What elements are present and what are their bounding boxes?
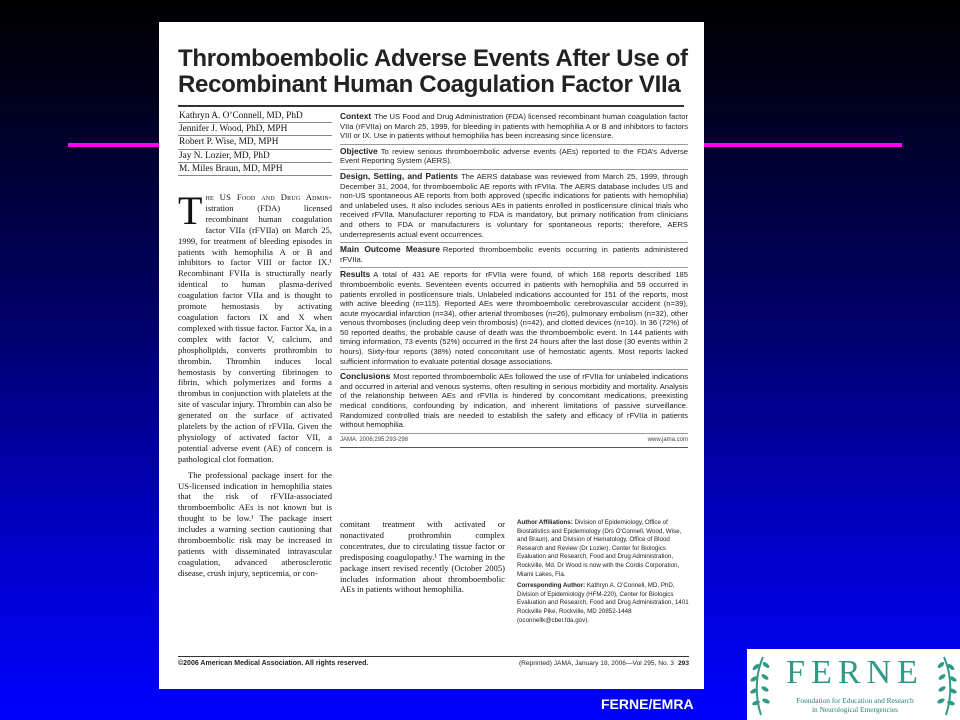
- article-title: [178, 46, 690, 98]
- accent-rule-right: [702, 143, 902, 147]
- citation-row: [340, 434, 688, 449]
- abstract-text: Reported thromboembolic events occurring in patients administered rFVIIa.: [340, 245, 689, 264]
- body-column: comitant treatment with activated or nonactivated prothrombin complex concentrates, due to circulating tissue factor or predisposing coagulopathy.¹ The warning in the package insert revised recently (October 2005) includes information about thromboembolic AEs in patients without hemophilia.: [340, 519, 505, 595]
- intro-paragraph-2: The professional package insert for the US-licensed indication in hemophilia states that the risk of rFVIIa-associated thromboembolic AEs is not known but is thought to be low.¹ The package insert includes a warning section cautioning that thromboembolic risk may be increased in patients with disseminated intravascular coagulation, advanced atherosclerotic disease, crush injury, septicemia, or con-: [178, 469, 332, 578]
- intro-text: istration (FDA) licensed recombinant human coagulation factor VIIa (rFVIIa) on March 25, 1999, for treatment of bleeding episodes in patients with hemophilia A or B and inhibitors to factor VIII or factor IX.¹ Recombinant FVIIa is structurally nearly identical to human plasma-derived coagulation factor VIIa and is thought to promote hemostasis by activating coagulation factors IX and X when complexed with tissue factor. Factor Xa, in a complex with factor V, calcium, and phospholipids, converts prothrombin to thrombin. Thrombin induces local hemostasis by converting fibrinogen to fibrin, which polymerizes and forms a thrombus in conjunction with platelets at the site of vascular injury. Thrombin can also be generated on the surface of activated platelets by the action of rFVIIa. Given the physiology of activated factor VII, a potential adverse event (AE) of concern is pathological clot formation.: [178, 202, 332, 464]
- intro-smallcaps: he US Food and Drug Admin-: [205, 192, 332, 202]
- journal-article-page: [159, 22, 704, 689]
- logo-tagline: [777, 696, 933, 714]
- abstract-heading: Objective: [340, 145, 378, 156]
- abstract-text: The AERS database was reviewed from March 25, 1999, through December 31, 2004, for thromboembolic AE reports with rFVIIa. The AERS database includes US and non-US spontaneous AE reports from both approved (specific indications for patients with hemophilia) and unlabeled uses. It also includes serious AEs in patients enrolled in postlicensure clinical trials who received rFVIIa. Manufacturer reporting to FDA is mandatory, but primary notification from clinicians and others to FDA or manufacturers is voluntary for spontaneous reports; therefore, AERS underrepresents actual event occurrences.: [340, 171, 689, 239]
- ferne-logo: [747, 649, 960, 720]
- corresponding-text: Kathryn A. O’Connell, MD, PhD, Division of Epidemiology (HFM-220), Center for Biologics Evaluation and Research, Food and Drug Administration, 1401 Rockville Pike, Rockville, MD 20852-1448 (oconnellk@cber.fda.gov).: [517, 582, 689, 624]
- abstract-section: [340, 370, 688, 434]
- footer-divider: [178, 656, 689, 657]
- affiliations-column: [517, 519, 689, 628]
- abstract-heading: Conclusions: [340, 371, 391, 382]
- affiliations-heading: Author Affiliations:: [517, 519, 573, 526]
- reprint-info: [489, 660, 689, 667]
- citation: JAMA. 2006;295:293-298: [340, 436, 409, 443]
- abstract-section: [340, 268, 688, 370]
- logo-tagline-line-2: in Neurological Emergencies: [811, 705, 899, 714]
- author: M. Miles Braun, MD, MPH: [178, 163, 332, 176]
- title-line-2: Recombinant Human Coagulation Factor VIIa: [178, 71, 681, 98]
- accent-rule-left: [68, 143, 160, 147]
- abstract-text: A total of 431 AE reports for rFVIIa were found, of which 168 reports described 185 thromboembolic events. Seventeen events occurred in patients with hemophilia and 59 occurred in patients enrolled in postlicensure trials. Unlabeled indications accounted for 151 of the reports, most with active bleeding (n=115). Reported AEs were thromboembolic cerebrovascular accident (n=39), acute myocardial infarction (n=34), other arterial thromboses (n=26), pulmonary embolism (n=32), other venous thromboses (including deep vein thrombosis) (n=42), and clotted devices (n=10). In 36 (72%) of 50 reported deaths, the probable cause of death was the thromboembolic event. In 144 patients with timing information, 73 events (52%) occurred in the first 24 hours after the last dose (30 events within 2 hours). Sixty-four reports (38%) noted concomitant use of hemostatic agents. Most reports lacked sufficient information to evaluate potential dosage associations.: [340, 270, 688, 366]
- abstract-section: [340, 243, 688, 268]
- abstract-heading: Context: [340, 111, 372, 121]
- logo-tagline-line-1: Foundation for Education and Research: [796, 696, 914, 705]
- reprint-text: (Reprinted) JAMA, January 18, 2006—Vol 295, No. 3: [518, 660, 674, 667]
- abstract: [340, 110, 688, 448]
- author-list: [178, 110, 332, 176]
- affiliations-text: Division of Epidemiology, Office of Biostatistics and Epidemiology (Drs O’Connell, Wood, Wise, and Braun), and Division of Hematology, Office of Blood Research and Review (Dr Lozier), Center for Biologics Evaluation and Research, Food and Drug Administration, Rockville, Md. Dr Wood is now with the Cordis Corporation, Miami Lakes, Fla.: [517, 519, 682, 578]
- abstract-section: [340, 145, 688, 170]
- author: Jay N. Lozier, MD, PhD: [178, 150, 332, 163]
- author-affiliations: [517, 519, 689, 579]
- logo-wordmark: FERNE: [786, 654, 924, 691]
- author: Jennifer J. Wood, PhD, MPH: [178, 123, 332, 136]
- intro-paragraph-1: [178, 188, 332, 465]
- author: Robert P. Wise, MD, MPH: [178, 136, 332, 149]
- title-line-1: Thromboembolic Adverse Events After Use of: [178, 45, 688, 72]
- title-divider: [178, 105, 684, 107]
- abstract-section: [340, 110, 688, 145]
- abstract-heading: Main Outcome Measure: [340, 244, 440, 255]
- corresponding-heading: Corresponding Author:: [517, 582, 586, 590]
- abstract-heading: Results: [340, 269, 371, 280]
- abstract-text: To review serious thromboembolic adverse events (AEs) reported to the FDA’s Adverse Event Reporting System (AERS).: [340, 146, 688, 166]
- page-number: 293: [677, 660, 689, 667]
- journal-website: www.jama.com: [647, 436, 688, 443]
- drop-cap: T: [178, 188, 203, 233]
- slide-credit: FERNE/EMRA: [601, 696, 694, 712]
- corresponding-author: [517, 582, 689, 625]
- abstract-text: The US Food and Drug Administration (FDA) licensed recombinant human coagulation factor VIIa (rFVIIa) on March 25, 1999, for bleeding in patients with hemophilia A or B and inhibitors to factors VIII or IX. Use in patients without hemophilia has been increasing since licensure.: [340, 112, 688, 141]
- author: Kathryn A. O’Connell, MD, PhD: [178, 110, 332, 123]
- abstract-section: [340, 170, 688, 243]
- intro-column: [178, 188, 332, 584]
- abstract-text: Most reported thromboembolic AEs followed the use of rFVIIa for unlabeled indications and occurred in arterial and venous systems, often resulting in serious morbidity and mortality. Analysis of the relationship between AEs and rFVIIa is hindered by concomitant medications, preexisting medical conditions, confounding by indication, and inherent limitations of passive surveillance. Randomized controlled trials are needed to establish the safety and efficacy of rFVIIa in patients without hemophilia.: [340, 372, 688, 430]
- abstract-heading: Design, Setting, and Patients: [340, 170, 459, 181]
- copyright: ©2006 American Medical Association. All rights reserved.: [178, 660, 369, 667]
